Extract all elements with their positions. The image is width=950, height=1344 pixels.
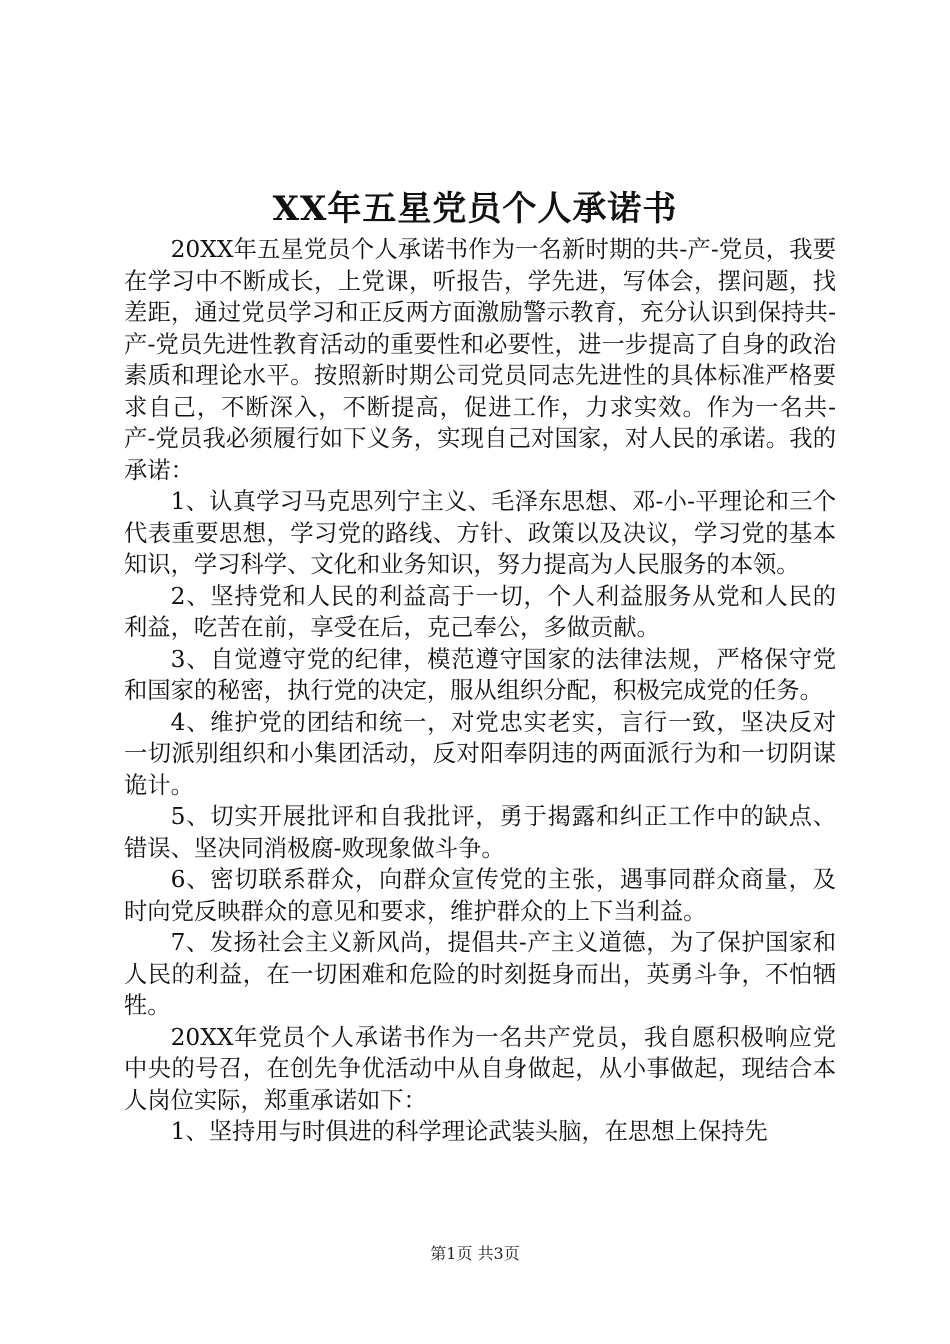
- document-body: [124, 234, 836, 1148]
- paragraph-second-intro: 20XX年党员个人承诺书作为一名共产党员，我自愿积极响应党中央的号召，在创先争优活动中从自身做起，从小事做起，现结合本人岗位实际，郑重承诺如下：: [124, 1023, 836, 1114]
- paragraph-item-3: 3、自觉遵守党的纪律，模范遵守国家的法律法规，严格保守党和国家的秘密，执行党的决定，服从组织分配，积极完成党的任务。: [124, 645, 836, 704]
- page-number-footer: 第1页 共3页: [430, 1244, 520, 1263]
- paragraph-second-item-1: 1、坚持用与时俱进的科学理论武装头脑，在思想上保持先: [170, 1118, 768, 1145]
- paragraph-item-1: 1、认真学习马克思列宁主义、毛泽东思想、邓-小-平理论和三个代表重要思想，学习党的路线、方针、政策以及决议，学习党的基本知识，学习科学、文化和业务知识，努力提高为人民服务的本领。: [124, 488, 836, 578]
- paragraph-item-4: 4、维护党的团结和统一，对党忠实老实，言行一致，坚决反对一切派别组织和小集团活动，反对阳奉阴违的两面派行为和一切阴谋诡计。: [124, 708, 836, 799]
- paragraph-item-2: 2、坚持党和人民的利益高于一切，个人利益服务从党和人民的利益，吃苦在前，享受在后，克己奉公，多做贡献。: [124, 582, 836, 641]
- paragraph-intro: 20XX年五星党员个人承诺书作为一名新时期的共-产-党员，我要在学习中不断成长，上党课，听报告，学先进，写体会，摆问题，找差距，通过党员学习和正反两方面激励警示教育，充分认识到保持共-产-党员先进性教育活动的重要性和必要性，进一步提高了自身的政治素质和理论水平。按照新时期公司党员同志先进性的具体标准严格要求自己，不断深入，不断提高，促进工作，力求实效。作为一名共-产-党员我必须履行如下义务，实现自己对国家，对人民的承诺。我的承诺：: [124, 236, 836, 484]
- document-title: XX年五星党员个人承诺书: [272, 189, 678, 229]
- paragraph-item-5: 5、切实开展批评和自我批评，勇于揭露和纠正工作中的缺点、错误、坚决同消极腐-败现象做斗争。: [124, 803, 836, 862]
- paragraph-item-7: 7、发扬社会主义新风尚，提倡共-产主义道德，为了保护国家和人民的利益，在一切困难和危险的时刻挺身而出，英勇斗争，不怕牺牲。: [124, 929, 836, 1019]
- paragraph-item-6: 6、密切联系群众，向群众宣传党的主张，遇事同群众商量，及时向党反映群众的意见和要求，维护群众的上下当利益。: [124, 866, 836, 925]
